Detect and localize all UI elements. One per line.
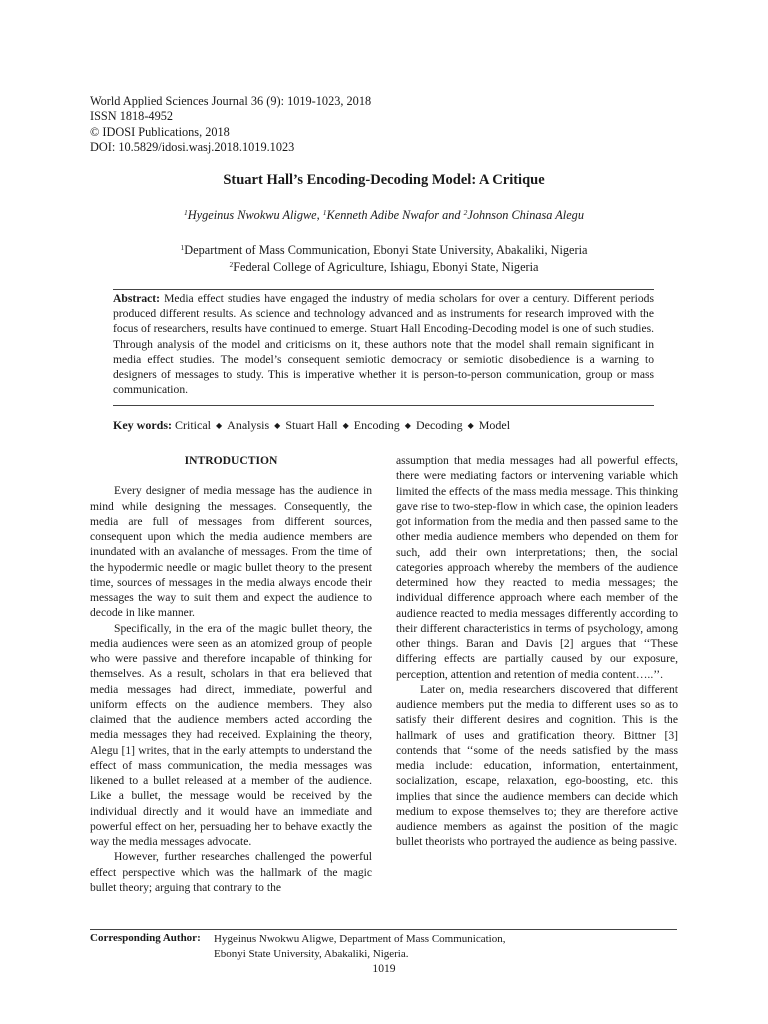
- affiliation-2-sup: 2: [229, 260, 234, 269]
- keyword-separator: ◆: [216, 421, 223, 430]
- corresponding-author-line-2: Ebonyi State University, Abakaliki, Nigeria.: [214, 948, 409, 960]
- body-right-column: [396, 453, 678, 850]
- keywords-label: Key words:: [113, 418, 172, 432]
- introduction-heading: INTRODUCTION: [184, 454, 278, 467]
- journal-doi: DOI: 10.5829/idosi.wasj.2018.1019.1023: [90, 140, 295, 155]
- paragraph: Specifically, in the era of the magic bullet theory, the media audiences were seen as an atomized group of people who were passive and therefore incapable of thinking for themselves. As a result, scholars in that era believed that media messages had direct, immediate, powerful and uniform effects on the audience members. They also claimed that the audience members acted according the media messages they had received. Explaining the theory, Alegu [1] writes, that in the early attempts to understand the effect of mass communication, the media messages was likened to a bullet released at a member of the audience. Like a bullet, the message would be received by the individual directly and it would have an immediate and powerful effect on her, persuading her to behave exactly the way the media messages advocate.: [90, 621, 372, 848]
- author-1-sup: 1: [184, 208, 188, 217]
- paragraph: assumption that media messages had all powerful effects, there were mediating factors or intervening variable which limited the effects of the mass media message. This thinking gave rise to two-step-flow in which case, the opinion leaders got information from the media and then passed same to the other media audience members who depended on them for such, add their own interpretations; then, the social categories approach whereby the members of the audience determined how they reacted to media messages; the individual difference approach where each member of the audience reacted to media messages differently according to their different characteristics in terms of psychology, among other things. Baran and Davis [2] argues that ‘‘These differing effects are partially caused by our exposure, perception, attention and retention of media content…..’’.: [396, 454, 678, 681]
- keyword: Encoding: [353, 418, 400, 432]
- keyword: Decoding: [415, 418, 463, 432]
- journal-copyright: © IDOSI Publications, 2018: [90, 124, 230, 139]
- body-left-column: [90, 453, 372, 895]
- keyword-separator: ◆: [467, 421, 474, 430]
- affiliation-2: [0, 259, 768, 276]
- keyword-separator: ◆: [404, 421, 411, 430]
- journal-metadata: [90, 94, 371, 156]
- journal-issn: ISSN 1818-4952: [90, 109, 174, 124]
- keyword: Analysis: [227, 418, 270, 432]
- keyword: Stuart Hall: [285, 418, 338, 432]
- affiliation-1-sup: 1: [180, 243, 185, 252]
- corresponding-author-label: Corresponding Author:: [90, 932, 201, 944]
- corresponding-author-details: [214, 932, 505, 962]
- abstract-label: Abstract:: [113, 292, 161, 305]
- keyword: Critical: [175, 418, 211, 432]
- paragraph: Every designer of media message has the audience in mind while designing the messages. Consequently, the media are full of messages from different sources, consequent upon which the media audience members are inundated with an avalanche of messages. From the time of the hypodermic needle or magic bullet theory to the present time, sources of messages in the media always encode their messages the way to suit them and expect the audience to decode in like manner.: [90, 484, 372, 620]
- paper-title: Stuart Hall’s Encoding-Decoding Model: A Critique: [223, 172, 545, 188]
- page-number: 1019: [372, 962, 396, 975]
- corresponding-author-line-1: Hygeinus Nwokwu Aligwe, Department of Mass Communication,: [214, 933, 506, 945]
- author-separator: ,: [316, 208, 323, 222]
- affiliation-1: [0, 242, 768, 259]
- keyword-separator: ◆: [274, 421, 281, 430]
- author-2-sup: 1: [322, 208, 327, 217]
- affiliation-1-text: Department of Mass Communication, Ebonyi State University, Abakaliki, Nigeria: [184, 243, 588, 257]
- abstract-bottom-rule: [113, 405, 654, 406]
- author-separator-and: and: [439, 208, 464, 222]
- footer-rule: [90, 929, 677, 930]
- paragraph: Later on, media researchers discovered that different audience members put the media to different uses so as to satisfy their different desires and cognition. This is the hallmark of uses and gratification theory. Bittner [3] contends that ‘‘some of the needs satisfied by the mass media include: education, information, entertainment, socialization, escape, relaxation, ego-boosting, etc. this implies that since the audience members can decide which medium to expose themselves to; they are therefore active audience members as against the position of the magic bullet theorists who portrayed the audience as being passive.: [396, 682, 678, 849]
- affiliation-2-text: Federal College of Agriculture, Ishiagu, Ebonyi State, Nigeria: [233, 260, 539, 274]
- paragraph: However, further researches challenged the powerful effect perspective which was the hallmark of the magic bullet theory; arguing that contrary to the: [90, 850, 372, 894]
- keyword-separator: ◆: [342, 421, 349, 430]
- keyword: Model: [478, 418, 511, 432]
- author-list: [0, 208, 768, 223]
- abstract-top-rule: [113, 289, 654, 290]
- author-2: Kenneth Adibe Nwafor: [326, 208, 440, 222]
- author-1: Hygeinus Nwokwu Aligwe: [187, 208, 317, 222]
- keywords: [113, 418, 654, 433]
- author-3-sup: 2: [463, 208, 468, 217]
- journal-citation: World Applied Sciences Journal 36 (9): 1019-1023, 2018: [90, 94, 372, 108]
- abstract-text: Media effect studies have engaged the industry of media scholars for over a century. Different periods produced different results. As science and technology advanced and as instruments for research improved with the focus of researchers, results have continued to emerge. Stuart Hall Encoding-Decoding model is one of such studies. Through analysis of the model and criticisms on it, these authors note that the model shall remain significant in media effect studies. The model’s consequent semiotic democracy or semiotic disobedience is a warning to designers of messages to study. This is imperative whether it is person-to-person communication, group or mass communication.: [113, 292, 654, 397]
- author-3: Johnson Chinasa Alegu: [467, 208, 584, 222]
- abstract: [113, 291, 654, 397]
